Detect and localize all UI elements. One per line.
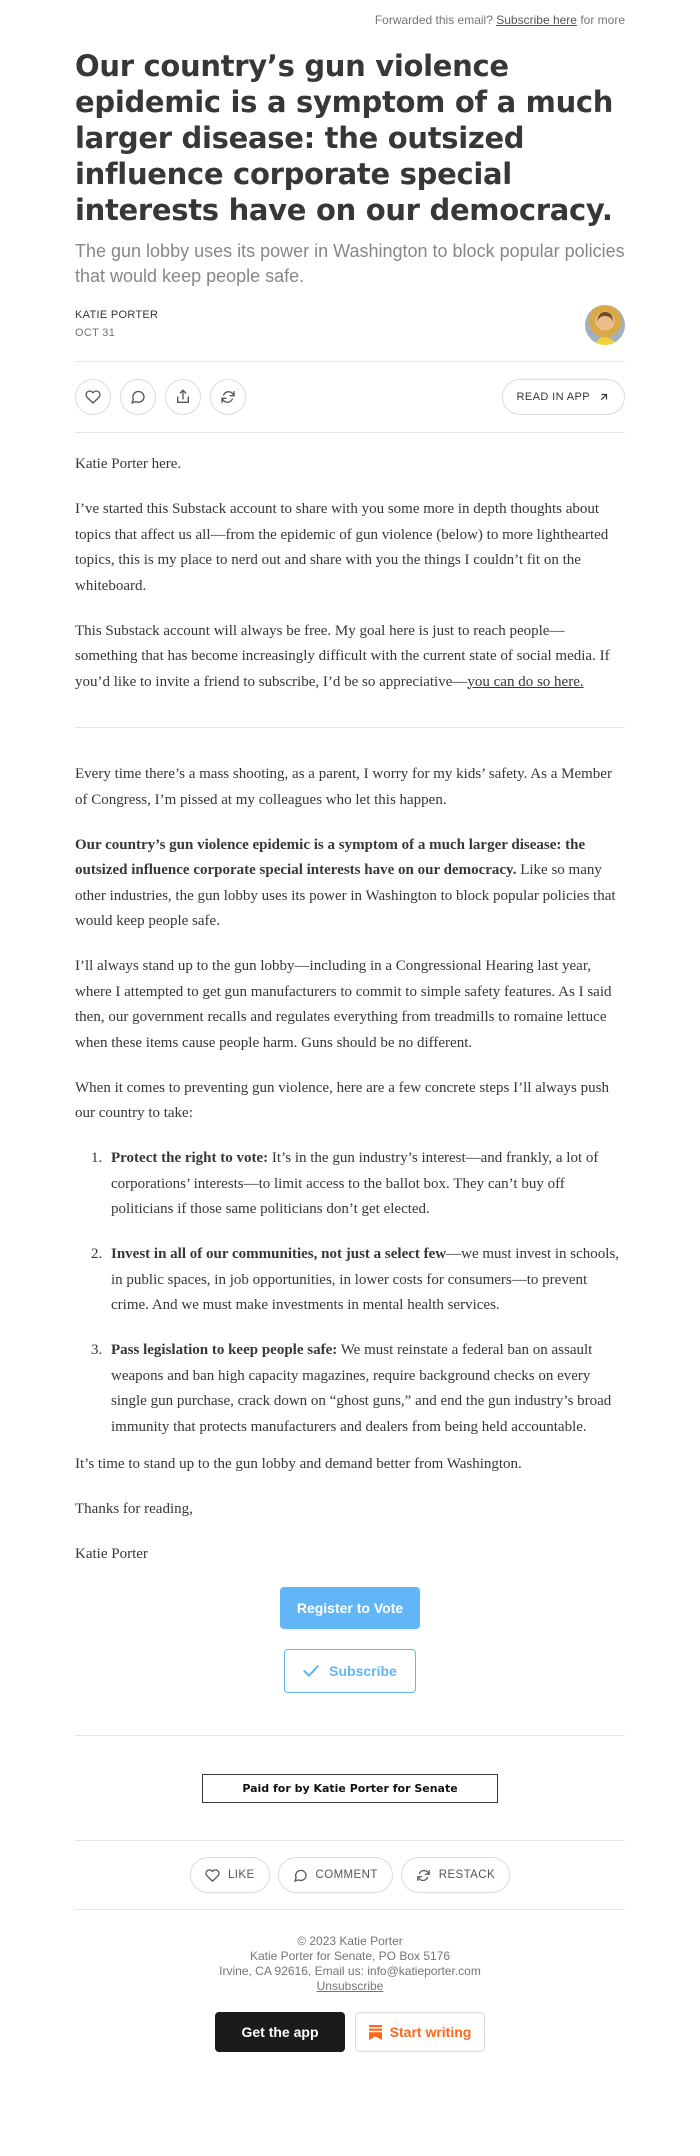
- register-to-vote-button[interactable]: Register to Vote: [280, 1587, 420, 1629]
- comment-icon: [130, 389, 146, 405]
- share-icon: [175, 389, 191, 405]
- checkmark-icon: [303, 1664, 319, 1678]
- register-row: [75, 1587, 625, 1629]
- list-number: 3.: [91, 1342, 103, 1358]
- subscribe-button[interactable]: [284, 1649, 416, 1693]
- like-button[interactable]: [75, 379, 111, 415]
- avatar[interactable]: [585, 305, 625, 345]
- restack-icon: [220, 389, 236, 405]
- list-item-text: We must reinstate a federal ban on assault weapons and ban high capacity magazines, require background checks on every single gun purchase, crack down on “ghost guns,” and end the gun industry’s broad immunity that protects manufacturers and dealers from being held accountable.: [111, 1342, 612, 1435]
- action-bar: [75, 362, 625, 432]
- list-item: [91, 1146, 625, 1223]
- arrow-up-right-icon: [598, 391, 610, 403]
- intro-paragraph-1: Katie Porter here.: [75, 456, 182, 472]
- disclaimer-section: [75, 1774, 625, 1803]
- start-writing-label: Start writing: [389, 2024, 472, 2040]
- divider: [75, 432, 625, 433]
- heart-icon: [205, 1868, 220, 1883]
- share-button[interactable]: [165, 379, 201, 415]
- list-number: 2.: [91, 1246, 103, 1262]
- list-number: 1.: [91, 1150, 103, 1166]
- like-label: LIKE: [227, 1869, 255, 1881]
- list-item: [91, 1338, 625, 1440]
- email-container: [75, 0, 625, 2052]
- post-subtitle: The gun lobby uses its power in Washington to block popular policies that would keep people safe.: [75, 241, 625, 286]
- footer-address-2: Irvine, CA 92616, Email us: info@katieporter.com: [219, 1964, 481, 1978]
- subscribe-label: Subscribe: [329, 1663, 397, 1679]
- heart-icon: [85, 389, 101, 405]
- substack-logo-icon: [369, 2025, 382, 2040]
- article-paragraph-5: It’s time to stand up to the gun lobby and demand better from Washington.: [75, 1456, 522, 1472]
- divider: [75, 1909, 625, 1910]
- restack-button[interactable]: [210, 379, 246, 415]
- divider: [75, 1735, 625, 1736]
- restack-label: RESTACK: [438, 1869, 496, 1881]
- list-item-text: It’s in the gun industry’s interest—and frankly, a lot of corporations’ interests—to limit access to the ballot box. They can’t buy off politicians if those same politicians don’t get elected.: [111, 1150, 599, 1217]
- paid-for-disclaimer: Paid for by Katie Porter for Senate: [202, 1774, 498, 1803]
- article-paragraph-2-bold: Our country’s gun violence epidemic is a symptom of a much larger disease: the outsized influence corporate special interests have on our democracy.: [75, 836, 586, 878]
- author-name[interactable]: KATIE PORTER: [75, 309, 159, 321]
- list-item-bold: Protect the right to vote:: [111, 1150, 269, 1166]
- like-pill-button[interactable]: [190, 1857, 270, 1893]
- start-writing-button[interactable]: [355, 2012, 485, 2052]
- article-body: [75, 762, 625, 1568]
- comment-icon: [293, 1868, 308, 1883]
- forward-notice: [75, 0, 625, 30]
- unsubscribe-link[interactable]: Unsubscribe: [316, 1979, 384, 1993]
- intro-paragraph-2: I’ve started this Substack account to share with you some more in depth thoughts about topics that affect us all—from the epidemic of gun violence (below) to more lighthearted topics, this is my place to nerd out and share with you the things I couldn’t fit on the whiteboard.: [75, 501, 609, 594]
- footer-address-1: Katie Porter for Senate, PO Box 5176: [249, 1949, 451, 1963]
- article-paragraph-6: Thanks for reading,: [75, 1501, 193, 1517]
- divider: [75, 1840, 625, 1841]
- post-title[interactable]: Our country’s gun violence epidemic is a symptom of a much larger disease: the outsized influence corporate special interests have on our democracy.: [75, 49, 614, 227]
- steps-list: [75, 1146, 625, 1440]
- article-paragraph-2-rest: Like so many other industries, the gun lobby uses its power in Washington to block popular policies that would keep people safe.: [75, 862, 616, 929]
- restack-pill-button[interactable]: [401, 1857, 510, 1893]
- comment-pill-button[interactable]: [278, 1857, 393, 1893]
- forward-suffix: for more: [580, 13, 625, 27]
- read-in-app-button[interactable]: [502, 379, 625, 415]
- divider: [75, 727, 625, 728]
- post-date: OCT 31: [75, 327, 116, 339]
- restack-icon: [416, 1868, 431, 1883]
- invite-friend-link[interactable]: you can do so here.: [467, 673, 584, 690]
- intro-section: [75, 452, 625, 695]
- copyright: © 2023 Katie Porter: [297, 1934, 403, 1948]
- footer: [75, 1934, 625, 1994]
- subscribe-row: [75, 1649, 625, 1693]
- list-item-text: —we must invest in schools, in public spaces, in job opportunities, in lower costs for consumers—to prevent crime. And we must make investments in mental health services.: [111, 1246, 620, 1313]
- list-item: [91, 1242, 625, 1319]
- subscribe-here-link[interactable]: Subscribe here: [496, 13, 577, 27]
- app-buttons: [75, 2012, 625, 2052]
- list-item-bold: Pass legislation to keep people safe:: [111, 1342, 338, 1358]
- forward-prefix: Forwarded this email?: [374, 13, 493, 27]
- engagement-bar: [75, 1857, 625, 1893]
- comment-button[interactable]: [120, 379, 156, 415]
- intro-paragraph-3: [75, 619, 625, 696]
- intro-paragraph-3-text: This Substack account will always be free. My goal here is just to reach people—something that has become increasingly difficult with the current state of social media. If you’d like to invite a friend to subscribe, I’d be so appreciative—: [75, 622, 610, 690]
- comment-label: COMMENT: [315, 1869, 378, 1881]
- get-the-app-button[interactable]: Get the app: [215, 2012, 345, 2052]
- read-in-app-label: READ IN APP: [516, 391, 590, 403]
- article-paragraph-1: Every time there’s a mass shooting, as a parent, I worry for my kids’ safety. As a Member of Congress, I’m pissed at my colleagues who let this happen.: [75, 766, 612, 808]
- byline: [75, 305, 625, 361]
- article-paragraph-2: [75, 833, 625, 935]
- article-paragraph-4: When it comes to preventing gun violence, here are a few concrete steps I’ll always push our country to take:: [75, 1079, 609, 1121]
- list-item-bold: Invest in all of our communities, not just a select few: [111, 1246, 447, 1262]
- article-signature: Katie Porter: [75, 1546, 148, 1562]
- article-paragraph-3: I’ll always stand up to the gun lobby—including in a Congressional Hearing last year, where I attempted to get gun manufacturers to commit to simple safety features. As I said then, our government recalls and regulates everything from treadmills to romaine lettuce when these items cause people harm. Guns should be no different.: [75, 958, 612, 1051]
